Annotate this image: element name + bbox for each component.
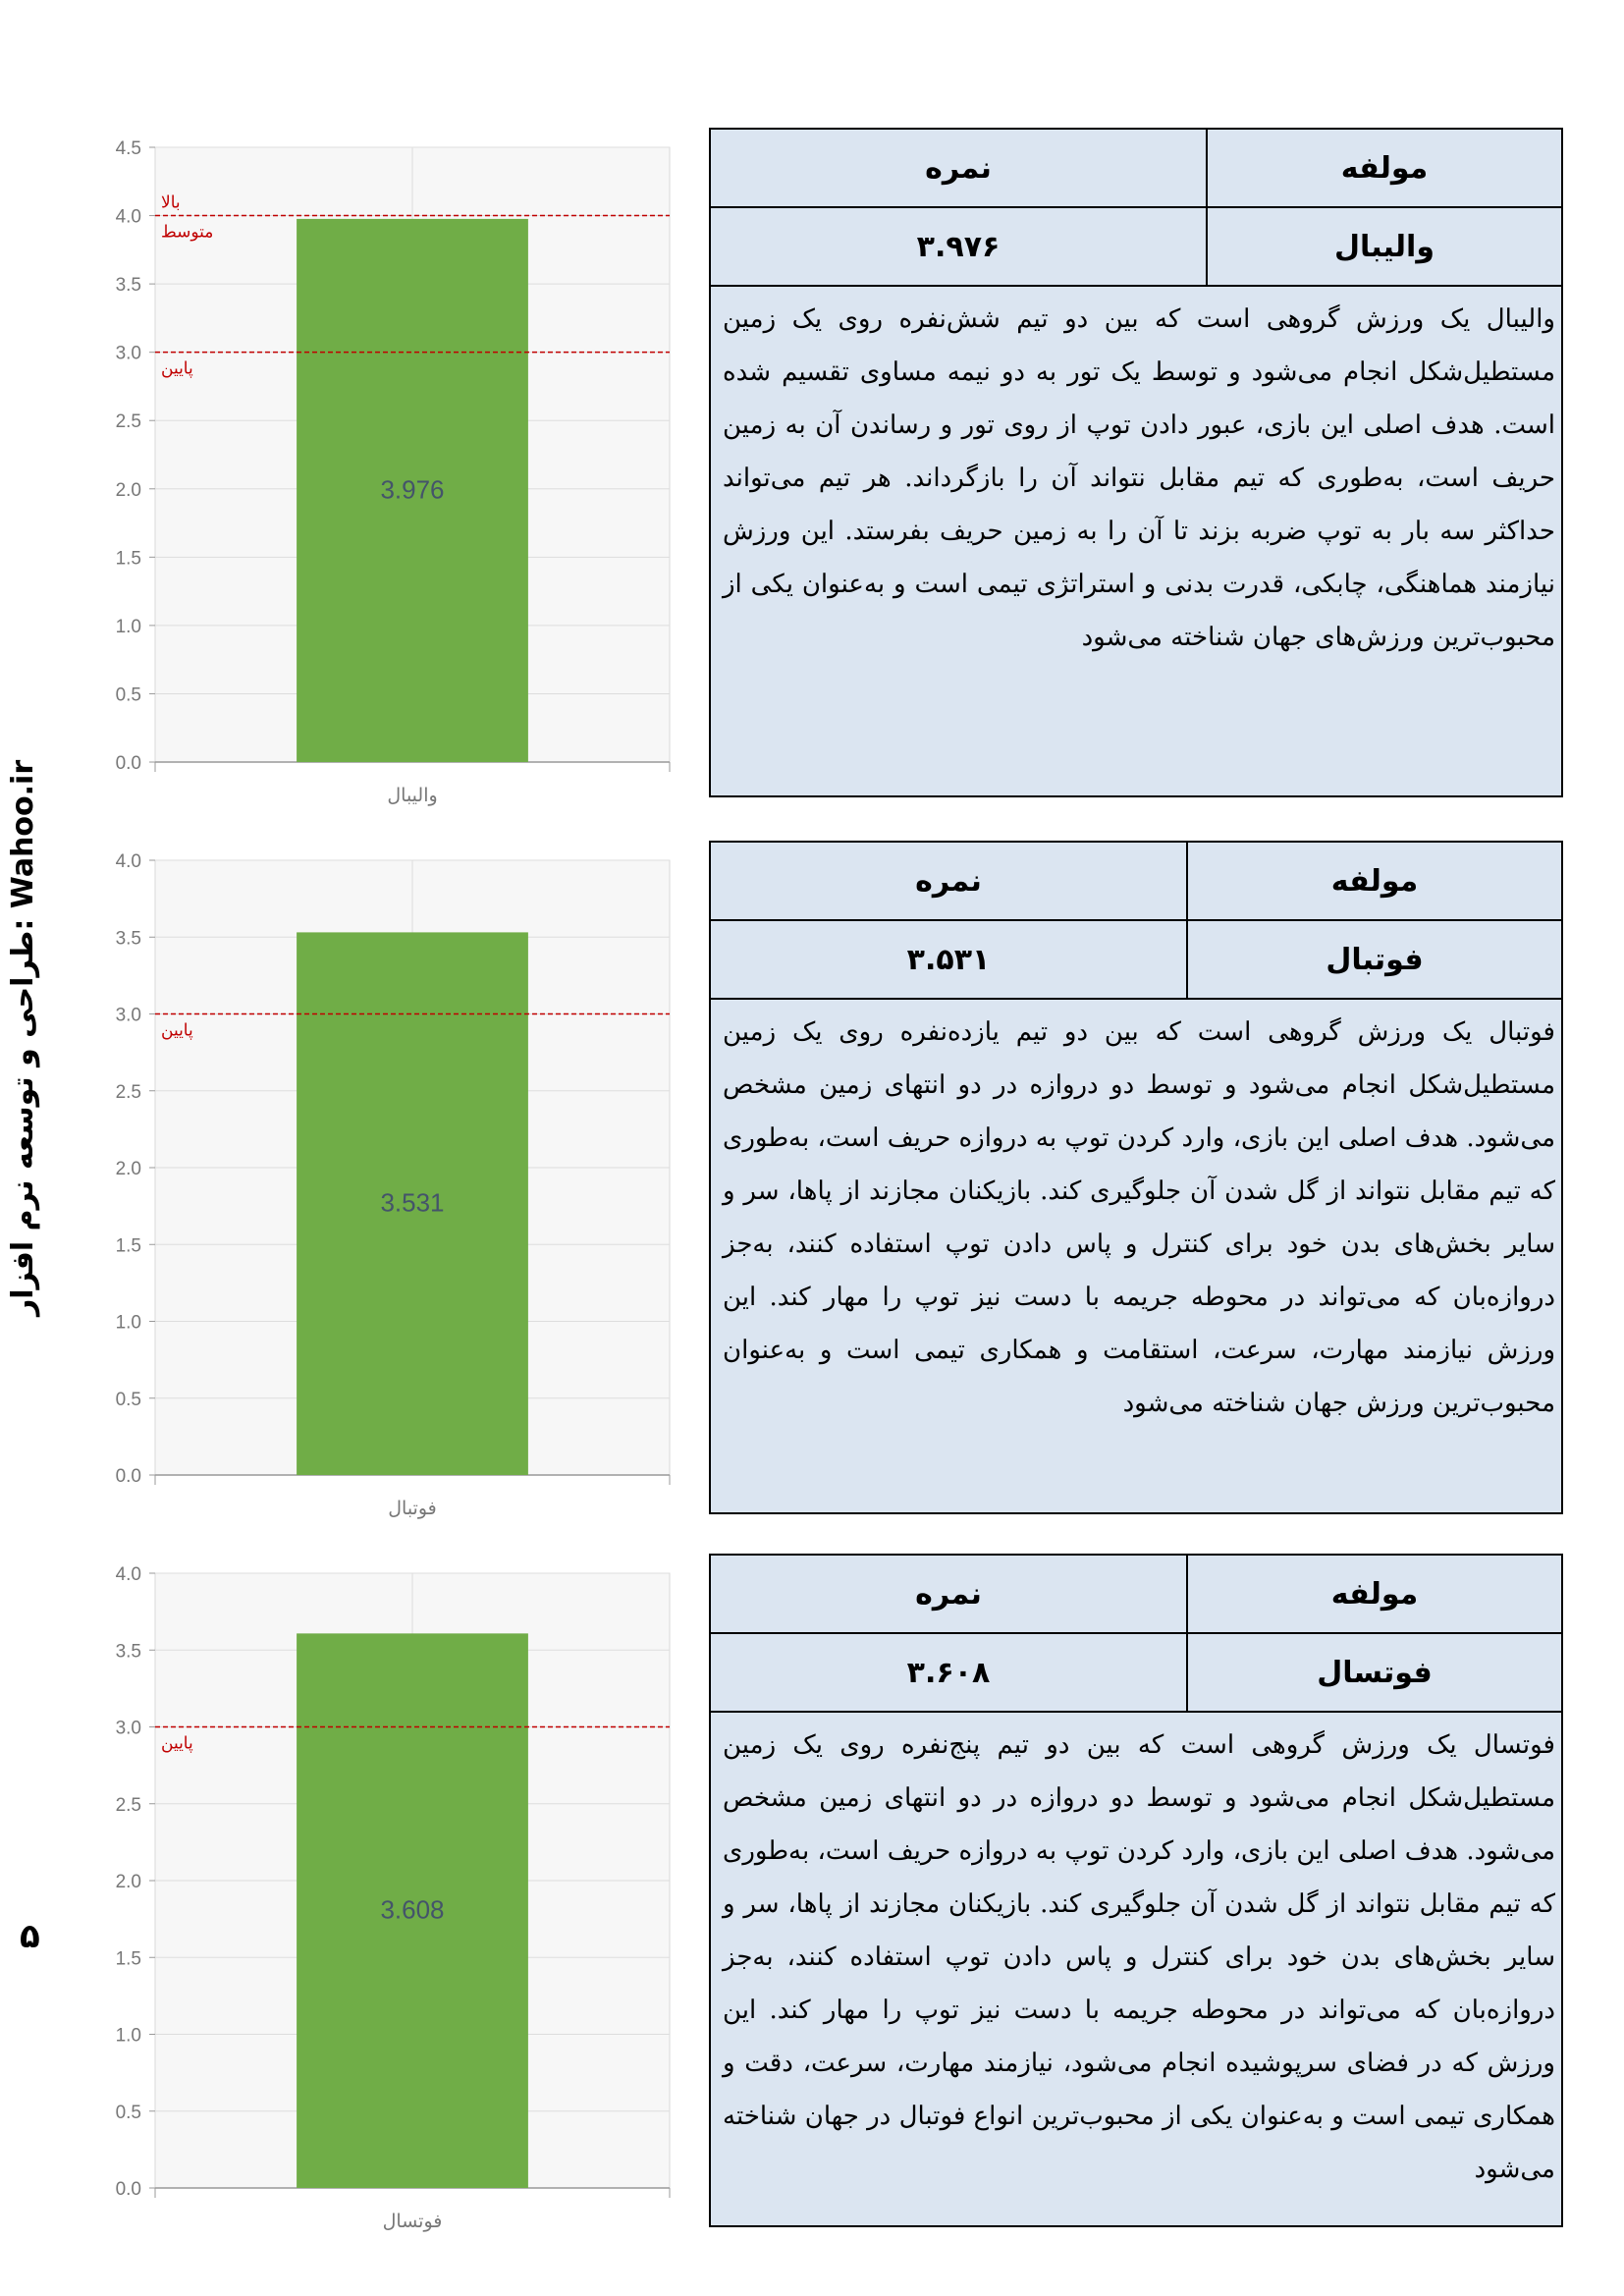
threshold-label: بالا	[161, 192, 181, 213]
chart-svg	[79, 841, 687, 1528]
threshold-label: پایین	[161, 1020, 193, 1041]
component-name: والیبال	[1207, 207, 1562, 286]
category-label: والیبال	[387, 785, 438, 806]
y-tick-label: 3.0	[115, 1005, 141, 1026]
y-tick-label: 4.0	[115, 1564, 141, 1585]
header-score: نمره	[710, 1555, 1187, 1633]
description: والیبال یک ورزش گروهی است که بین دو تیم شش‌نفره روی یک زمین مستطیل‌شکل انجام می‌شود و توسط یک تور به دو نیمه مساوی تقسیم شده است. هدف اصلی این بازی، عبور دادن توپ از روی تور و رساندن آن به زمین حریف است، به‌طوری که تیم مقابل نتواند آن را بازگرداند. هر تیم می‌تواند حداکثر سه بار به توپ ضربه بزند تا آن را به زمین حریف بفرستد. این ورزش نیازمند هماهنگی، چابکی، قدرت بدنی و استراتژی تیمی است و به‌عنوان یکی از محبوب‌ترین ورزش‌های جهان شناخته می‌شود	[710, 286, 1562, 796]
y-tick-label: 0.5	[115, 2102, 141, 2123]
y-tick-label: 1.5	[115, 548, 141, 570]
threshold-label: پایین	[161, 1733, 193, 1754]
info-table	[709, 1554, 1563, 2227]
y-tick-label: 2.0	[115, 479, 141, 501]
side-credit	[6, 759, 65, 1355]
header-score: نمره	[710, 129, 1207, 207]
chart-svg	[79, 1554, 687, 2241]
description: فوتبال یک ورزش گروهی است که بین دو تیم یازده‌نفره روی یک زمین مستطیل‌شکل انجام می‌شود و توسط دو دروازه در دو انتهای زمین مشخص می‌شود. هدف اصلی این بازی، وارد کردن توپ به دروازه حریف است، به‌طوری که تیم مقابل نتواند از گل شدن آن جلوگیری کند. بازیکنان مجازند از پاها، سر و سایر بخش‌های بدن خود برای کنترل و پاس دادن توپ استفاده کنند، به‌جز دروازه‌بان که می‌تواند در محوطه جریمه با دست نیز توپ را مهار کند. این ورزش نیازمند مهارت، سرعت، استقامت و همکاری تیمی است و به‌عنوان محبوب‌ترین ورزش جهان شناخته می‌شود	[710, 999, 1562, 1513]
page-number: ۵	[20, 1917, 40, 1956]
score-value: ۳.۹۷۶	[710, 207, 1207, 286]
data-label: 3.976	[380, 474, 445, 505]
y-tick-label: 1.0	[115, 1312, 141, 1334]
bar-chart	[79, 841, 687, 1528]
info-table	[709, 841, 1563, 1514]
category-label: فوتبال	[388, 1498, 437, 1519]
threshold-label: پایین	[161, 358, 193, 379]
y-tick-label: 1.0	[115, 616, 141, 637]
y-tick-label: 1.5	[115, 1948, 141, 1970]
y-tick-label: 1.0	[115, 2025, 141, 2047]
score-value: ۳.۵۳۱	[710, 920, 1187, 999]
y-tick-label: 3.0	[115, 343, 141, 364]
bar-chart	[79, 1554, 687, 2241]
y-tick-label: 3.0	[115, 1718, 141, 1739]
header-component: مولفه	[1207, 129, 1562, 207]
chart-svg	[79, 128, 687, 815]
y-tick-label: 2.5	[115, 1794, 141, 1816]
y-tick-label: 0.0	[115, 753, 141, 774]
category-label: فوتسال	[382, 2211, 443, 2232]
y-tick-label: 2.5	[115, 1081, 141, 1103]
y-tick-label: 3.5	[115, 1641, 141, 1663]
y-tick-label: 4.5	[115, 138, 141, 159]
threshold-label: متوسط	[161, 222, 214, 243]
component-name: فوتبال	[1187, 920, 1562, 999]
y-tick-label: 4.0	[115, 206, 141, 228]
description: فوتسال یک ورزش گروهی است که بین دو تیم پنج‌نفره روی یک زمین مستطیل‌شکل انجام می‌شود و توسط دو دروازه در دو انتهای زمین مشخص می‌شود. هدف اصلی این بازی، وارد کردن توپ به دروازه حریف است، به‌طوری که تیم مقابل نتواند از گل شدن آن جلوگیری کند. بازیکنان مجازند از پاها، سر و سایر بخش‌های بدن خود برای کنترل و پاس دادن توپ استفاده کنند، به‌جز دروازه‌بان که می‌تواند در محوطه جریمه با دست نیز توپ را مهار کند. این ورزش که در فضای سرپوشیده انجام می‌شود، نیازمند مهارت، سرعت، دقت و همکاری تیمی است و به‌عنوان یکی از محبوب‌ترین انواع فوتبال در جهان شناخته می‌شود	[710, 1712, 1562, 2226]
y-tick-label: 1.5	[115, 1235, 141, 1257]
data-label: 3.531	[380, 1187, 445, 1218]
side-credit-text: طراحی و توسعه نرم افزار: Wahoo.ir	[6, 759, 40, 1316]
y-tick-label: 2.0	[115, 1159, 141, 1179]
y-tick-label: 2.0	[115, 1872, 141, 1892]
y-tick-label: 4.0	[115, 851, 141, 872]
score-value: ۳.۶۰۸	[710, 1633, 1187, 1712]
component-name: فوتسال	[1187, 1633, 1562, 1712]
bar-chart	[79, 128, 687, 815]
header-component: مولفه	[1187, 1555, 1562, 1633]
y-tick-label: 0.5	[115, 1389, 141, 1410]
y-tick-label: 0.0	[115, 2179, 141, 2200]
header-score: نمره	[710, 842, 1187, 920]
data-label: 3.608	[380, 1894, 445, 1925]
y-tick-label: 0.0	[115, 1466, 141, 1487]
header-component: مولفه	[1187, 842, 1562, 920]
y-tick-label: 2.5	[115, 411, 141, 433]
y-tick-label: 0.5	[115, 684, 141, 706]
y-tick-label: 3.5	[115, 928, 141, 950]
y-tick-label: 3.5	[115, 275, 141, 297]
info-table	[709, 128, 1563, 797]
